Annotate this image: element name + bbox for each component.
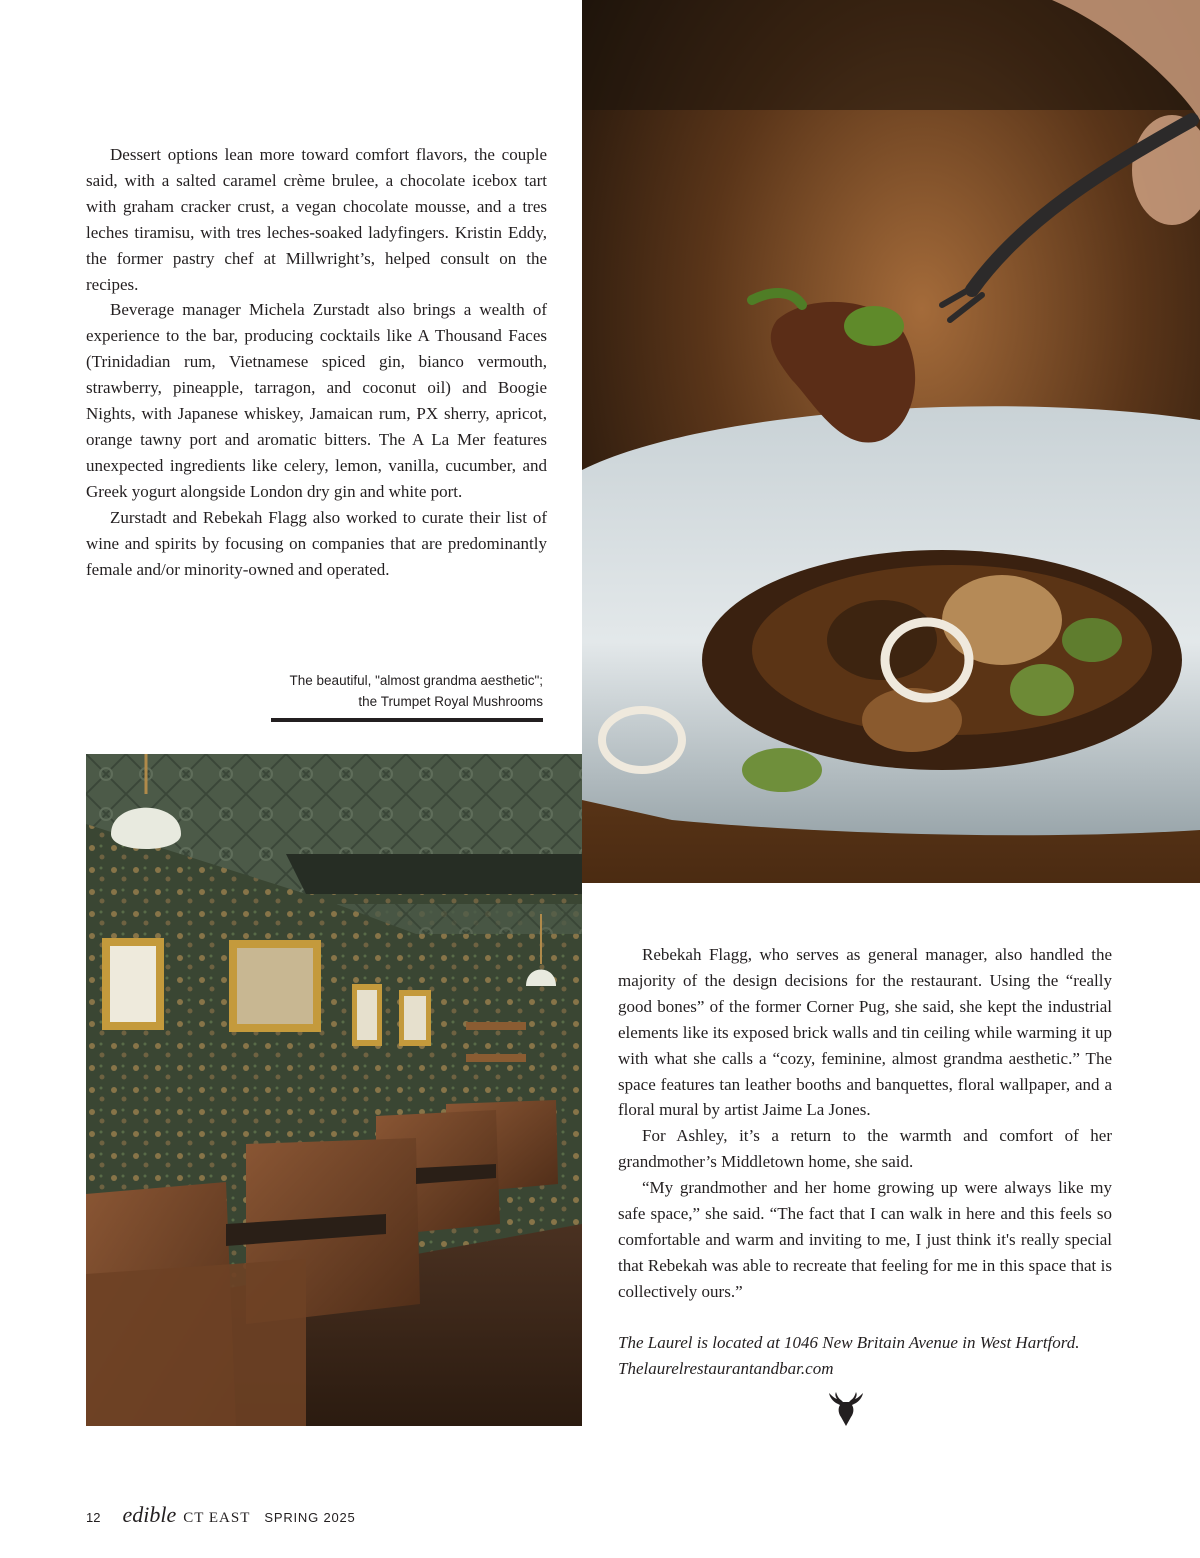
article-column-right [618,942,1112,1305]
article-paragraph: Dessert options lean more toward comfort flavors, the couple said, with a salted caramel crème brulee, a chocolate icebox tart with graham cracker crust, a vegan chocolate mousse, and a tres leches tiramisu, with tres leches-soaked ladyfingers. Kristin Eddy, the former pastry chef at Millwright’s, helped consult on the recipes. [86,145,547,294]
page-number: 12 [86,1510,101,1525]
photo-caption-line: The beautiful, "almost grandma aesthetic"; [289,673,543,688]
stag-head-icon [826,1392,866,1428]
photo-restaurant-interior [86,754,582,1426]
article-paragraph: Beverage manager Michela Zurstadt also brings a wealth of experience to the bar, producing cocktails like A Thousand Faces (Trinidadian rum, Vietnamese spiced gin, bianco vermouth, strawberry, pineapple, tarragon, and coconut oil) and Boogie Nights, with Japanese whiskey, Jamaican rum, PX sherry, apricot, orange tawny port and aromatic bitters. The A La Mer features unexpected ingredients like celery, lemon, vanilla, cucumber, and Greek yogurt alongside London dry gin and white port. [86,300,547,501]
photo-caption-line: the Trumpet Royal Mushrooms [358,694,543,709]
restaurant-info [618,1330,1138,1382]
article-paragraph: Zurstadt and Rebekah Flagg also worked to curate their list of wine and spirits by focusing on companies that are predominantly female and/or minority-owned and operated. [86,507,547,579]
page-footer [86,1502,356,1526]
interior-photo-illustration [86,754,582,1426]
article-paragraph: Rebekah Flagg, who serves as general manager, also handled the majority of the design decisions for the restaurant. Using the “really good bones” of the former Corner Pug, she said, she kept the industrial elements like its exposed brick walls and tin ceiling while warming it up with what she calls a “cozy, feminine, almost grandma aesthetic.” The space features tan leather booths and banquettes, floral wallpaper, and a floral mural by artist Jaime La Jones. [618,945,1112,1120]
photo-caption [250,670,543,712]
caption-rule [271,718,543,722]
magazine-name: edible [122,1502,177,1527]
restaurant-website-link[interactable]: Thelaurelrestaurantandbar.com [618,1358,834,1378]
article-column-left [86,142,547,582]
restaurant-address: The Laurel is located at 1046 New Britain Avenue in West Hartford. [618,1333,1080,1352]
article-paragraph: “My grandmother and her home growing up were always like my safe space,” she said. “The fact that I can walk in here and this feels so comfortable and warm and inviting to me, I just think it's really special that Rebekah was able to recreate that feeling for me in this space that is collectively ours.” [618,1178,1112,1301]
food-photo-illustration [582,0,1200,883]
magazine-region: CT EAST [183,1510,251,1526]
issue-date: SPRING 2025 [264,1510,356,1525]
photo-trumpet-royal-mushrooms [582,0,1200,883]
article-paragraph: For Ashley, it’s a return to the warmth and comfort of her grandmother’s Middletown home, she said. [618,1126,1112,1172]
